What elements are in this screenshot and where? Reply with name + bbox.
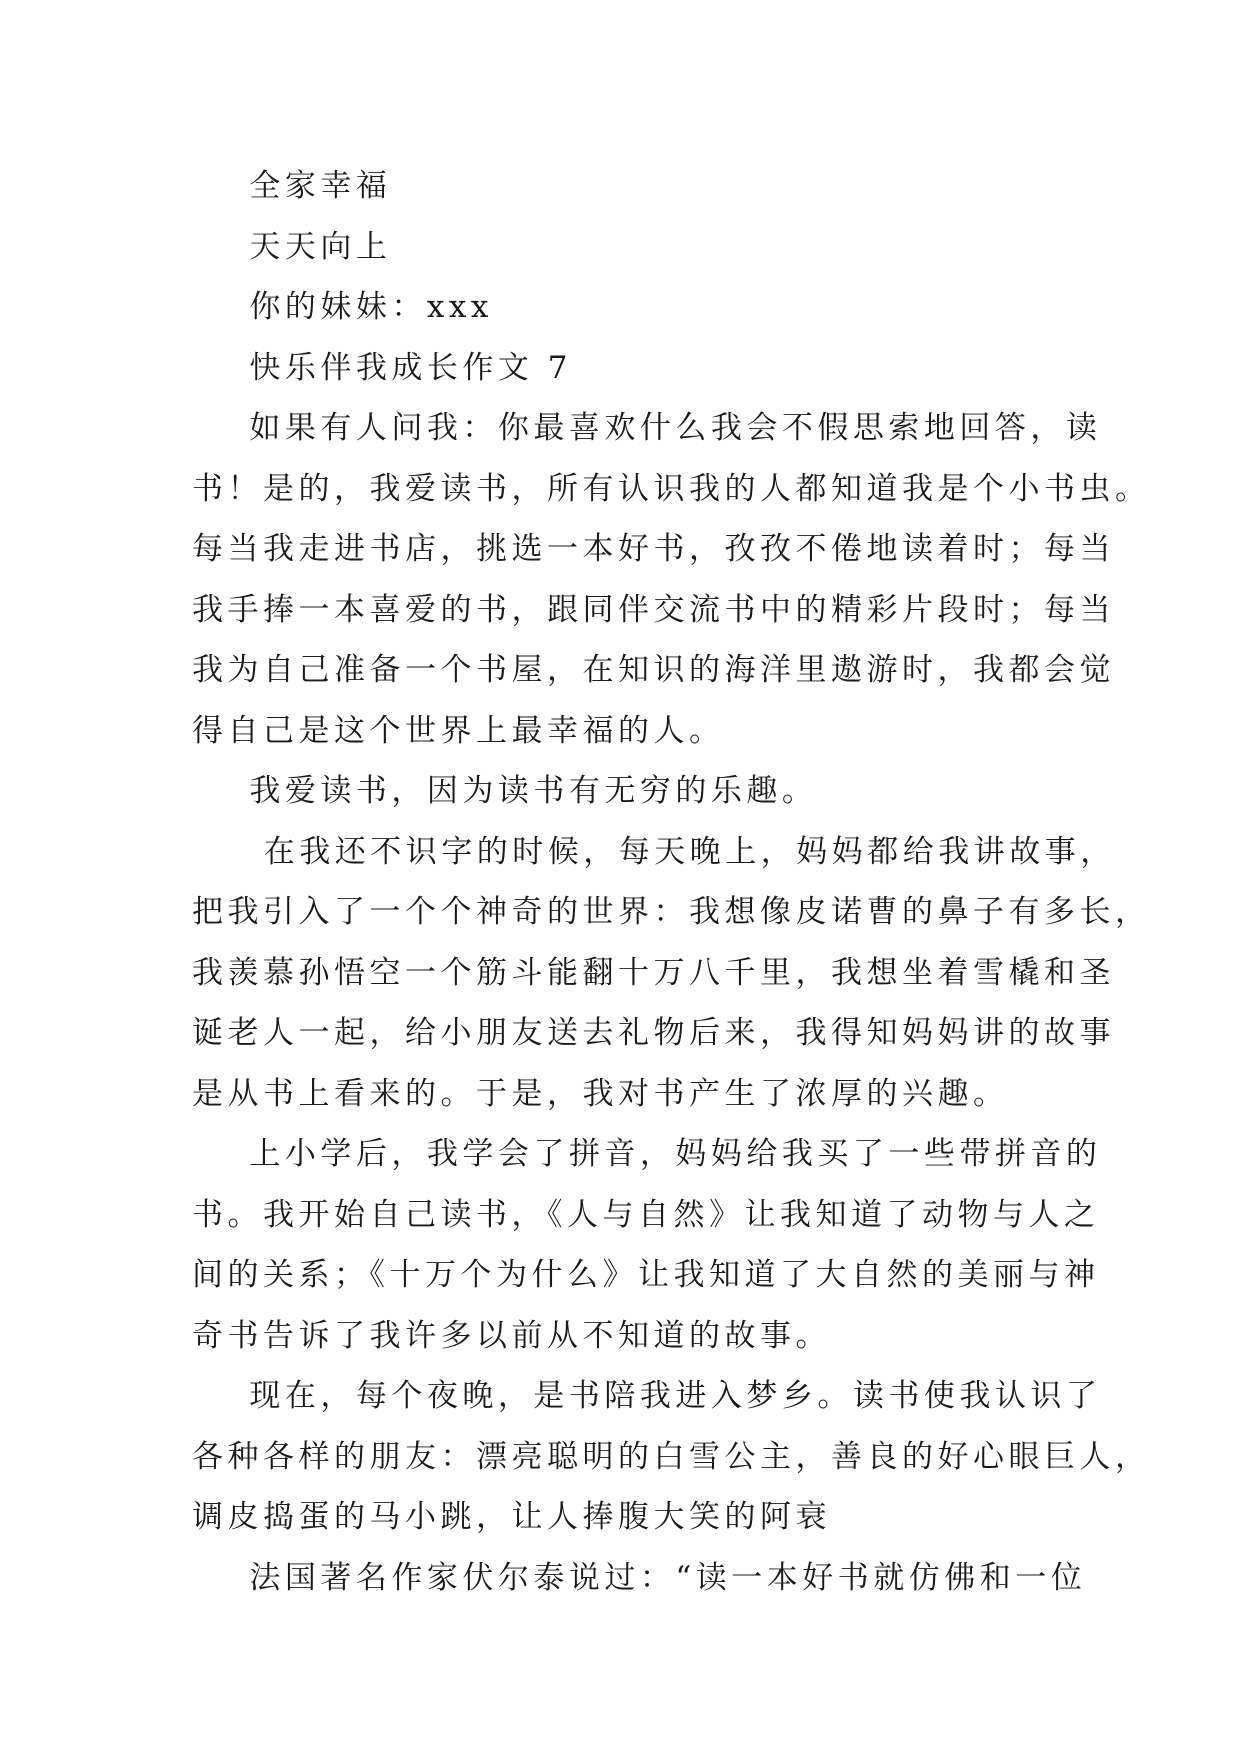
text-line: 你的妹妹：xxx — [192, 289, 493, 325]
text-line: 全家幸福 — [192, 168, 392, 204]
text-line: 书！是的，我爱读书，所有认识我的人都知道我是个小书虫。 — [192, 470, 1151, 507]
text-line: 书。我开始自己读书，《人与自然》让我知道了动物与人之 — [192, 1196, 1100, 1233]
text-line: 每当我走进书店，挑选一本好书，孜孜不倦地读着时；每当 — [192, 531, 1115, 567]
text-line: 诞老人一起，给小朋友送去礼物后来，我得知妈妈讲的故事 — [192, 1015, 1115, 1051]
text-line: 得自己是这个世界上最幸福的人。 — [192, 712, 725, 749]
text-line: 我手捧一本喜爱的书，跟同伴交流书中的精彩片段时；每当 — [192, 591, 1115, 628]
text-line: 各种各样的朋友：漂亮聪明的白雪公主，善良的好心眼巨人， — [192, 1438, 1151, 1475]
document-body — [192, 156, 1151, 1608]
text-line: 调皮捣蛋的马小跳，让人捧腹大笑的阿衰 — [192, 1499, 831, 1535]
text-line: 我为自己准备一个书屋，在知识的海洋里遨游时，我都会觉 — [192, 652, 1115, 688]
text-line: 在我还不识字的时候，每天晚上，妈妈都给我讲故事， — [192, 833, 1116, 870]
text-line: 把我引入了一个个神奇的世界：我想像皮诺曹的鼻子有多长， — [192, 894, 1151, 930]
text-line: 我爱读书，因为读书有无穷的乐趣。 — [192, 773, 818, 809]
text-line: 天天向上 — [192, 228, 392, 265]
text-line: 我羡慕孙悟空一个筋斗能翻十万八千里，我想坐着雪橇和圣 — [192, 954, 1115, 991]
text-line: 法国著名作家伏尔泰说过：“读一本好书就仿佛和一位 — [192, 1559, 1087, 1596]
text-line: 奇书告诉了我许多以前从不知道的故事。 — [192, 1317, 831, 1354]
text-line: 是从书上看来的。于是，我对书产生了浓厚的兴趣。 — [192, 1075, 1009, 1112]
text-line: 上小学后，我学会了拼音，妈妈给我买了一些带拼音的 — [192, 1136, 1102, 1172]
text-line: 如果有人问我：你最喜欢什么我会不假思索地回答，读 — [192, 410, 1102, 446]
text-line: 间的关系；《十万个为什么》让我知道了大自然的美丽与神 — [192, 1257, 1100, 1293]
section-title: 快乐伴我成长作文 7 — [192, 349, 572, 386]
text-line: 现在，每个夜晚，是书陪我进入梦乡。读书使我认识了 — [192, 1378, 1102, 1414]
